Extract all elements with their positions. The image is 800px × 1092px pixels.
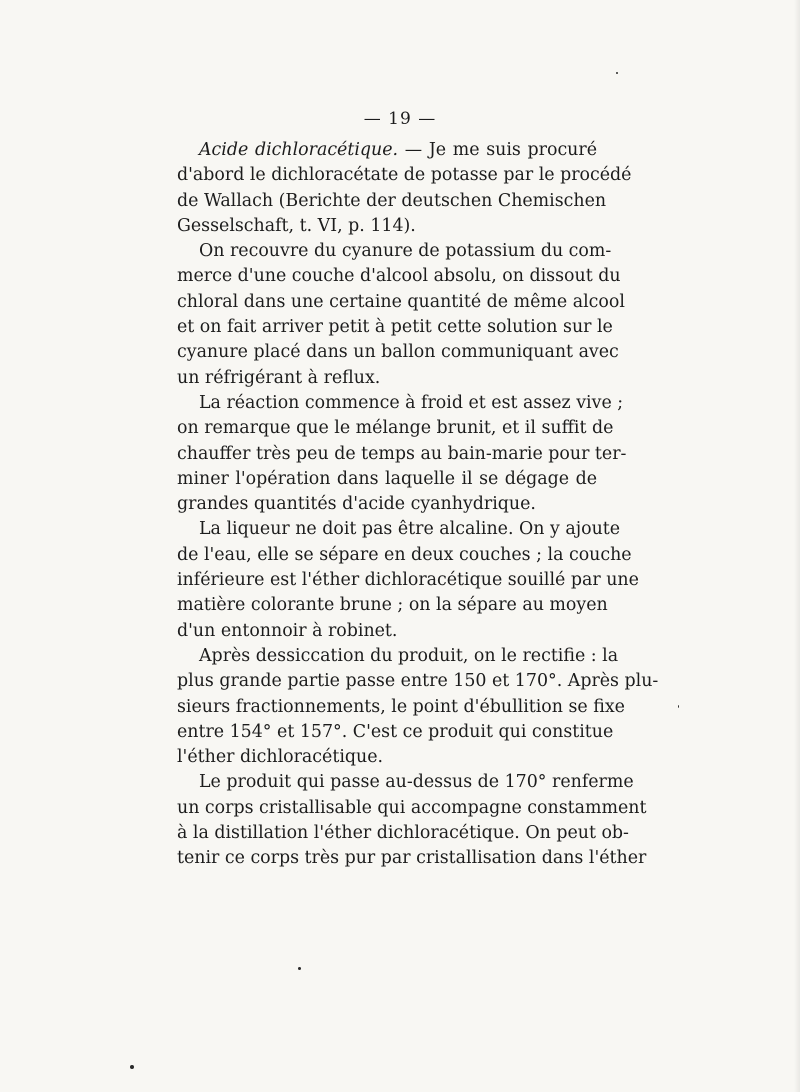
text-line: La liqueur ne doit pas être alcaline. On y ajoute bbox=[199, 519, 621, 540]
text-line: sieurs fractionnements, le point d'ébullition se fixe bbox=[177, 696, 625, 717]
text-line: un corps cristallisable qui accompagne constamment bbox=[177, 797, 647, 818]
text-line: chauffer très peu de temps au bain-marie pour ter- bbox=[177, 443, 627, 464]
paragraph bbox=[177, 517, 639, 643]
text-line: miner l'opération dans laquelle il se dégage de bbox=[177, 468, 597, 489]
text-line: Gesselschaft, t. VI, p. 114). bbox=[177, 215, 416, 236]
text-line: chloral dans une certaine quantité de même alcool bbox=[177, 291, 625, 312]
text-line: tenir ce corps très pur par cristallisation dans l'éther bbox=[177, 848, 647, 869]
scan-speck bbox=[616, 72, 618, 74]
paragraph bbox=[177, 138, 632, 239]
text-line: l'éther dichloracétique. bbox=[177, 747, 384, 768]
text-line: merce d'une couche d'alcool absolu, on dissout du bbox=[177, 266, 621, 287]
paragraph bbox=[177, 391, 627, 517]
text-line: Après dessiccation du produit, on le rectifie : la bbox=[199, 645, 619, 666]
text-line: de l'eau, elle se sépare en deux couches ; la couche bbox=[177, 544, 632, 565]
text-line: entre 154° et 157°. C'est ce produit qui constitue bbox=[177, 721, 614, 742]
scan-speck bbox=[678, 705, 679, 708]
text-line: plus grande partie passe entre 150 et 170°. Après plu- bbox=[177, 671, 659, 692]
scan-speck bbox=[130, 1065, 134, 1069]
text-line: et on fait arriver petit à petit cette solution sur le bbox=[177, 317, 613, 338]
text-line: cyanure placé dans un ballon communiquant avec bbox=[177, 342, 619, 363]
text-line: La réaction commence à froid et est assez vive ; bbox=[199, 392, 624, 413]
paragraph bbox=[177, 239, 625, 391]
text-line: inférieure est l'éther dichloracétique souillé par une bbox=[177, 570, 639, 591]
text-line: d'un entonnoir à robinet. bbox=[177, 620, 398, 641]
text-line-content: — Je me suis procuré bbox=[398, 140, 597, 160]
text-line: Le produit qui passe au-dessus de 170° renferme bbox=[199, 772, 634, 793]
text-line: un réfrigérant à reflux. bbox=[177, 367, 381, 388]
page-number: — 19 — bbox=[363, 109, 437, 129]
body-text bbox=[177, 138, 659, 872]
text-line bbox=[177, 138, 597, 163]
text-line: à la distillation l'éther dichloracétique. On peut ob- bbox=[177, 823, 629, 844]
text-line: d'abord le dichloracétate de potasse par le procédé bbox=[177, 165, 632, 186]
text-line: matière colorante brune ; on la sépare au moyen bbox=[177, 595, 608, 616]
scan-speck bbox=[298, 967, 301, 970]
text-line: On recouvre du cyanure de potassium du com- bbox=[199, 241, 612, 262]
text-line: on remarque que le mélange brunit, et il suffit de bbox=[177, 418, 614, 439]
page-edge bbox=[794, 0, 800, 1092]
text-line: grandes quantités d'acide cyanhydrique. bbox=[177, 494, 536, 515]
paragraph bbox=[177, 644, 659, 770]
section-heading: Acide dichloracétique. bbox=[199, 140, 399, 160]
paragraph bbox=[177, 770, 647, 871]
text-line: de Wallach (Berichte der deutschen Chemischen bbox=[177, 190, 607, 211]
